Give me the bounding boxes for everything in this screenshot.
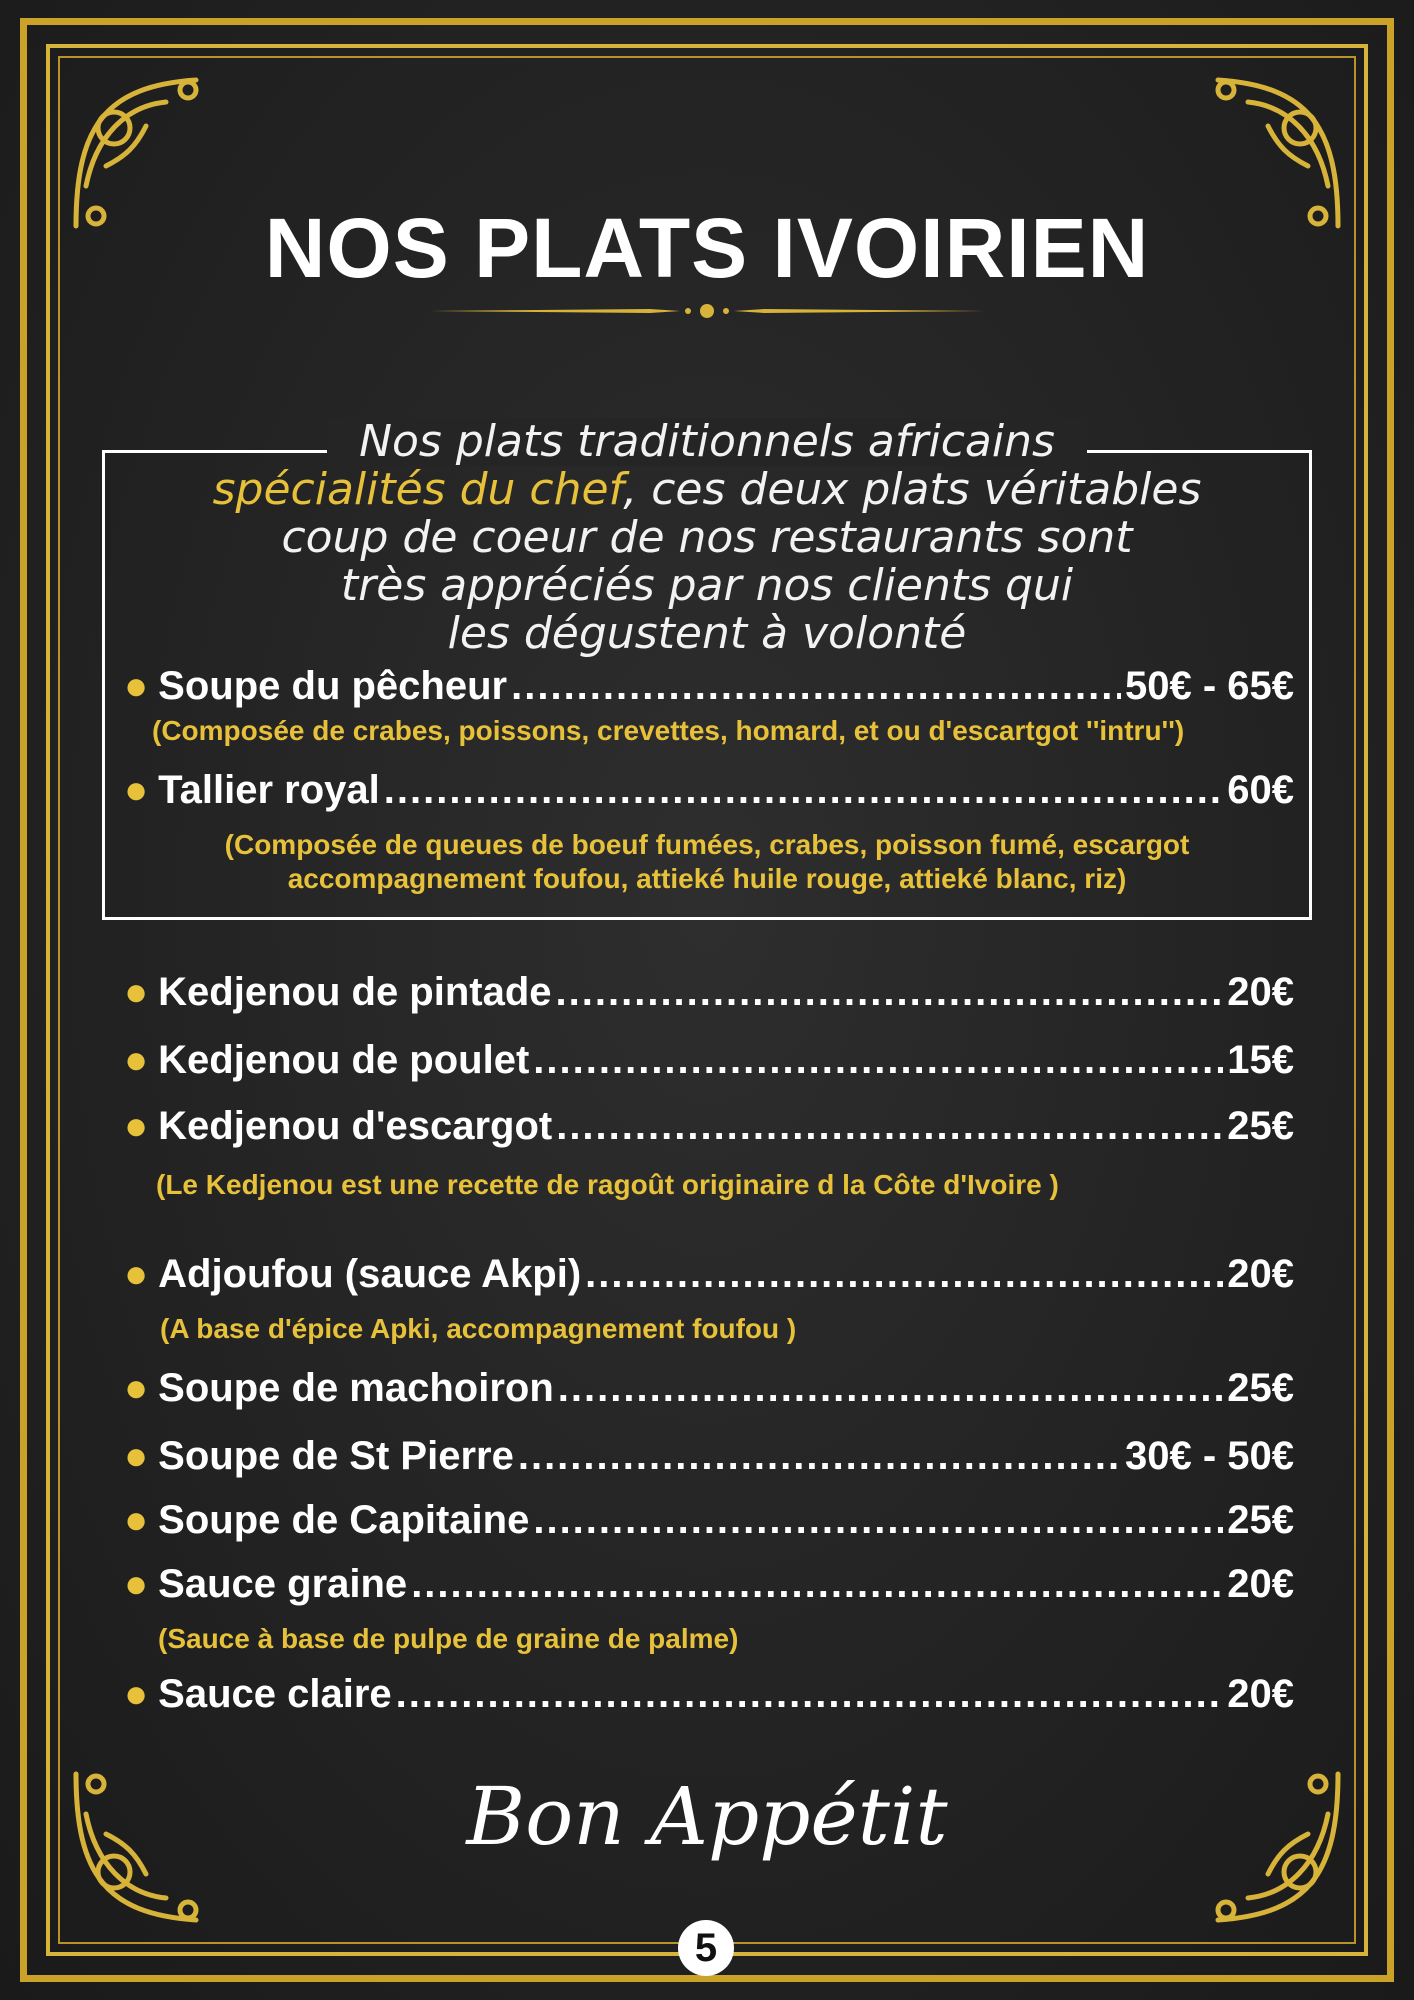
leader-dots bbox=[384, 768, 1223, 813]
bullet-dot-icon: ● bbox=[124, 970, 149, 1014]
page-number-badge: 5 bbox=[678, 1920, 734, 1976]
menu-item-kedjenou-de-poulet bbox=[124, 1038, 1294, 1090]
leader-dots bbox=[511, 664, 1121, 709]
item-name: Tallier royal bbox=[158, 768, 380, 812]
menu-item-tallier-royal bbox=[124, 768, 1294, 820]
leader-dots bbox=[411, 1562, 1223, 1607]
bullet-dot-icon: ● bbox=[124, 664, 149, 708]
item-name: Kedjenou d'escargot bbox=[158, 1104, 553, 1148]
leader-dots bbox=[518, 1434, 1121, 1479]
bullet-dot-icon: ● bbox=[124, 768, 149, 812]
bullet-dot-icon: ● bbox=[124, 1366, 149, 1410]
intro-line-2 bbox=[102, 466, 1312, 514]
menu-item-kedjenou-de-pintade bbox=[124, 970, 1294, 1022]
menu-item-soupe-du-pecheur bbox=[124, 664, 1294, 716]
bullet-dot-icon: ● bbox=[124, 1252, 149, 1296]
intro-line-3: coup de coeur de nos restaurants sont bbox=[281, 512, 1133, 563]
item-description: (Composée de crabes, poissons, crevettes, homard, et ou d'escartgot ''intru'') bbox=[152, 715, 1185, 746]
bon-appetit-signature: Bon Appétit bbox=[466, 1770, 948, 1863]
menu-item-sauce-graine bbox=[124, 1562, 1294, 1614]
item-name: Soupe de machoiron bbox=[158, 1366, 554, 1410]
bullet-dot-icon: ● bbox=[124, 1038, 149, 1082]
item-description-line-1: (Composée de queues de boeuf fumées, crabes, poisson fumé, escargot bbox=[224, 829, 1190, 860]
item-price: 25€ bbox=[1227, 1104, 1294, 1148]
item-price: 50€ - 65€ bbox=[1124, 664, 1294, 708]
leader-dots bbox=[556, 970, 1224, 1015]
item-name: Kedjenou de pintade bbox=[158, 970, 552, 1014]
item-price: 30€ - 50€ bbox=[1124, 1434, 1294, 1478]
item-name: Adjoufou (sauce Akpi) bbox=[158, 1252, 582, 1296]
intro-line-1: Nos plats traditionnels africains bbox=[327, 418, 1087, 466]
item-price: 20€ bbox=[1227, 1252, 1294, 1296]
item-price: 20€ bbox=[1227, 1562, 1294, 1606]
item-description: (A base d'épice Apki, accompagnement foufou ) bbox=[160, 1313, 797, 1344]
intro-line-2-rest: , ces deux plats véritables bbox=[623, 464, 1202, 515]
menu-item-soupe-de-capitaine bbox=[124, 1498, 1294, 1550]
bullet-dot-icon: ● bbox=[124, 1434, 149, 1478]
item-description bbox=[102, 828, 1312, 896]
intro-text bbox=[102, 418, 1312, 658]
bullet-dot-icon: ● bbox=[124, 1498, 149, 1542]
item-name: Kedjenou de poulet bbox=[158, 1038, 530, 1082]
item-name: Soupe du pêcheur bbox=[158, 664, 508, 708]
intro-highlight: spécialités du chef bbox=[212, 464, 624, 515]
item-name: Sauce graine bbox=[158, 1562, 408, 1606]
bullet-dot-icon: ● bbox=[124, 1104, 149, 1148]
menu-item-sauce-claire bbox=[124, 1672, 1294, 1724]
menu-item-soupe-de-st-pierre bbox=[124, 1434, 1294, 1486]
item-price: 60€ bbox=[1227, 768, 1294, 812]
item-price: 15€ bbox=[1227, 1038, 1294, 1082]
page-title: NOS PLATS IVOIRIEN bbox=[264, 201, 1150, 295]
leader-dots bbox=[533, 1038, 1223, 1083]
menu-item-adjoufou bbox=[124, 1252, 1294, 1304]
bullet-dot-icon: ● bbox=[124, 1562, 149, 1606]
intro-line-5: les dégustent à volonté bbox=[447, 608, 967, 659]
intro-line-4: très appréciés par nos clients qui bbox=[340, 560, 1074, 611]
leader-dots bbox=[533, 1498, 1223, 1543]
item-price: 20€ bbox=[1227, 970, 1294, 1014]
item-price: 20€ bbox=[1227, 1672, 1294, 1716]
menu-item-soupe-de-machoiron bbox=[124, 1366, 1294, 1418]
leader-dots bbox=[556, 1104, 1223, 1149]
leader-dots bbox=[585, 1252, 1223, 1297]
item-name: Soupe de St Pierre bbox=[158, 1434, 514, 1478]
divider-ornament-icon bbox=[430, 296, 984, 326]
bullet-dot-icon: ● bbox=[124, 1672, 149, 1716]
leader-dots bbox=[558, 1366, 1223, 1411]
item-price: 25€ bbox=[1227, 1366, 1294, 1410]
item-description-line-2: accompagnement foufou, attieké huile rouge, attieké blanc, riz) bbox=[287, 863, 1127, 894]
leader-dots bbox=[396, 1672, 1224, 1717]
item-description: (Le Kedjenou est une recette de ragoût originaire d la Côte d'Ivoire ) bbox=[156, 1169, 1059, 1200]
menu-item-kedjenou-d-escargot bbox=[124, 1104, 1294, 1156]
item-description: (Sauce à base de pulpe de graine de palme) bbox=[158, 1623, 739, 1654]
item-price: 25€ bbox=[1227, 1498, 1294, 1542]
item-name: Sauce claire bbox=[158, 1672, 392, 1716]
item-name: Soupe de Capitaine bbox=[158, 1498, 530, 1542]
